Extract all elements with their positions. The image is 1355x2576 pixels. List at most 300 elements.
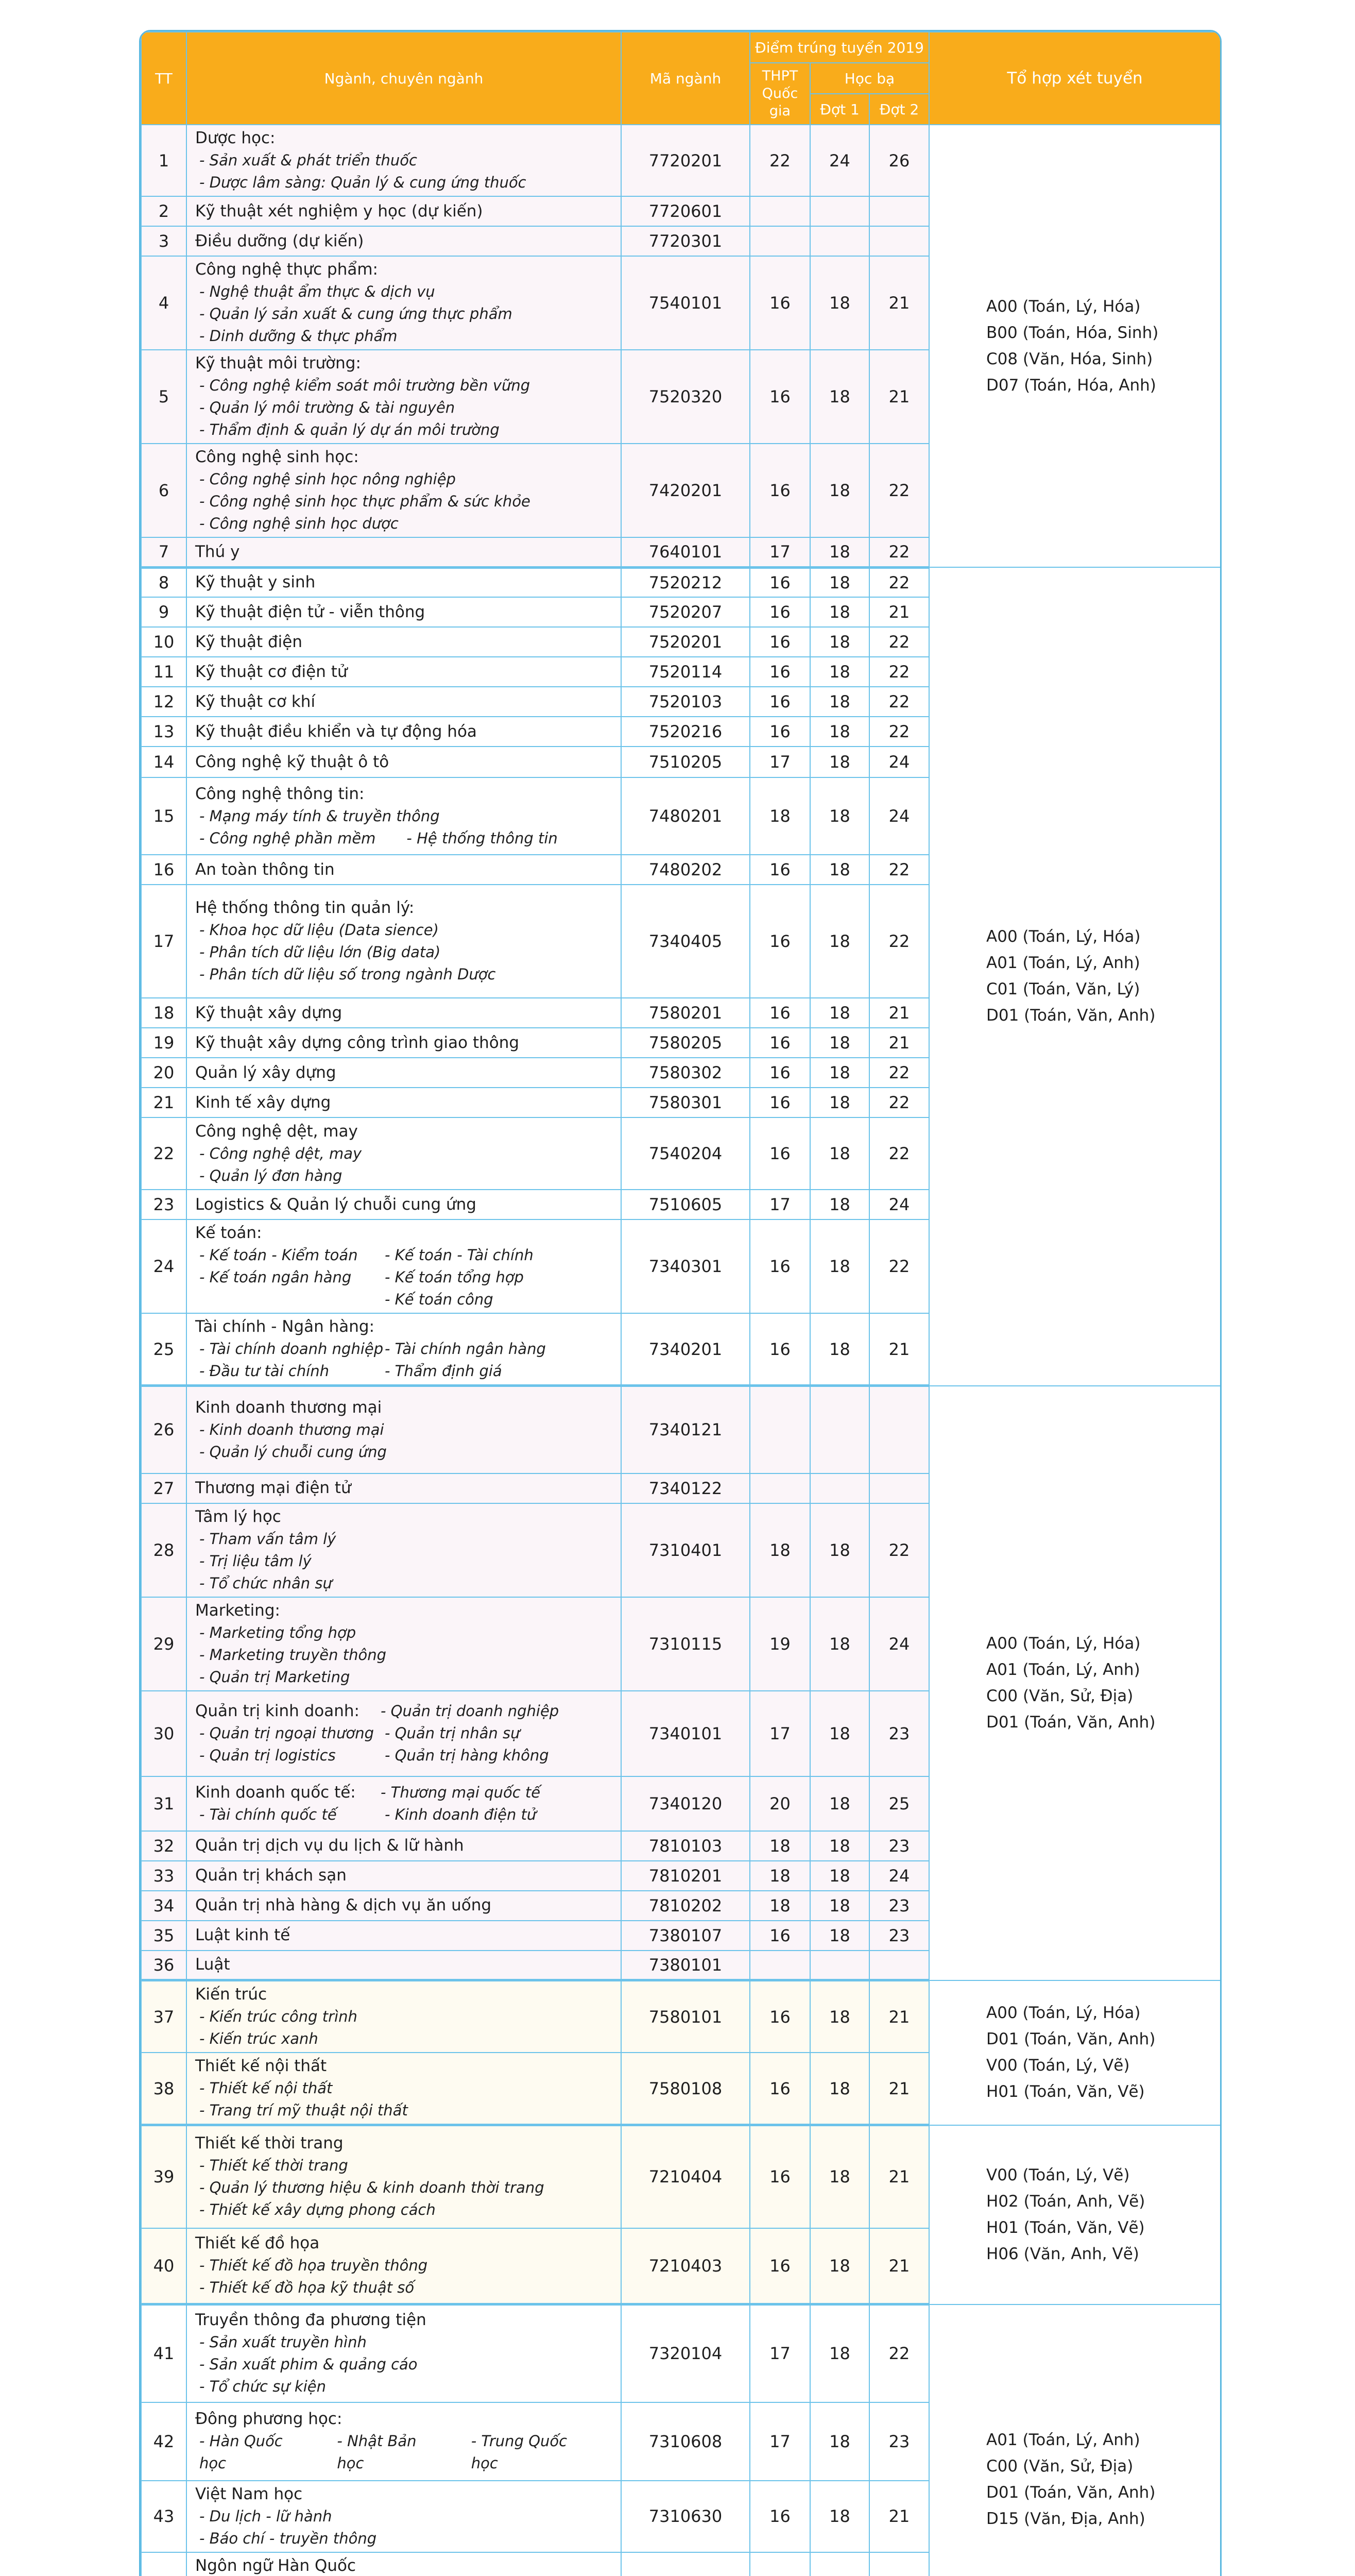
major-cell bbox=[186, 597, 621, 627]
specialization: - Kinh doanh điện tử bbox=[385, 1805, 537, 1823]
major-name: Logistics & Quản lý chuỗi cung ứng bbox=[195, 1195, 476, 1214]
score-thpt bbox=[750, 196, 810, 226]
major-cell bbox=[186, 1980, 621, 2053]
score-dot2: 24 bbox=[869, 777, 929, 855]
major-name: Quản trị nhà hàng & dịch vụ ăn uống bbox=[195, 1896, 492, 1914]
score-dot2 bbox=[869, 196, 929, 226]
header-major: Ngành, chuyên ngành bbox=[186, 32, 621, 125]
major-name-line bbox=[195, 1782, 621, 1804]
score-dot1: 18 bbox=[810, 256, 869, 350]
row-number: 10 bbox=[141, 627, 186, 657]
score-thpt: 16 bbox=[750, 885, 810, 998]
major-name: Đông phương học: bbox=[195, 2410, 342, 2428]
score-dot2: 22 bbox=[869, 2304, 929, 2402]
row-number: 2 bbox=[141, 196, 186, 226]
table-row bbox=[141, 2304, 1221, 2402]
row-number: 40 bbox=[141, 2228, 186, 2304]
score-thpt: 18 bbox=[750, 777, 810, 855]
score-thpt bbox=[750, 2552, 810, 2576]
score-dot1: 24 bbox=[810, 125, 869, 196]
major-code: 7720301 bbox=[621, 226, 750, 256]
specialization: - Quản lý môi trường & tài nguyên bbox=[199, 399, 455, 416]
major-code: 7520212 bbox=[621, 567, 750, 597]
score-dot2: 23 bbox=[869, 1921, 929, 1951]
row-number: 30 bbox=[141, 1691, 186, 1776]
specialization: - Kế toán tổng hợp bbox=[385, 1268, 524, 1286]
combo-item: D01 (Toán, Văn, Anh) bbox=[986, 2483, 1156, 2502]
score-thpt: 16 bbox=[750, 444, 810, 537]
row-number: 27 bbox=[141, 1473, 186, 1503]
score-dot1: 18 bbox=[810, 2304, 869, 2402]
score-dot1: 18 bbox=[810, 627, 869, 657]
specialization: - Marketing tổng hợp bbox=[199, 1623, 356, 1641]
score-dot1: 18 bbox=[810, 1190, 869, 1219]
score-dot1: 18 bbox=[810, 1861, 869, 1891]
major-cell bbox=[186, 998, 621, 1028]
score-dot1: 18 bbox=[810, 1117, 869, 1190]
major-name: Kỹ thuật xây dựng công trình giao thông bbox=[195, 1033, 520, 1052]
major-code: 7720601 bbox=[621, 196, 750, 226]
score-thpt: 16 bbox=[750, 256, 810, 350]
score-thpt: 18 bbox=[750, 1861, 810, 1891]
major-name: Thiết kế thời trang bbox=[195, 2134, 344, 2153]
specialization: - Kế toán công bbox=[385, 1291, 493, 1308]
score-dot2 bbox=[869, 1951, 929, 1980]
major-code: 7340101 bbox=[621, 1691, 750, 1776]
row-number bbox=[141, 2552, 186, 2576]
major-code: 7340121 bbox=[621, 1386, 750, 1473]
score-thpt bbox=[750, 226, 810, 256]
score-dot1: 18 bbox=[810, 537, 869, 567]
table-header bbox=[141, 32, 1221, 125]
major-name: Ngôn ngữ Hàn Quốc bbox=[195, 2556, 356, 2575]
major-code: 7540204 bbox=[621, 1117, 750, 1190]
major-code: 7310608 bbox=[621, 2402, 750, 2481]
major-name: Công nghệ thực phẩm: bbox=[195, 260, 379, 279]
specialization: - Công nghệ sinh học dược bbox=[199, 515, 399, 532]
major-code: 7580301 bbox=[621, 1088, 750, 1117]
combo-item: D01 (Toán, Văn, Anh) bbox=[986, 1006, 1156, 1025]
major-name: Kinh doanh thương mại bbox=[195, 1398, 382, 1417]
major-name: Marketing: bbox=[195, 1601, 280, 1620]
major-name: Kỹ thuật y sinh bbox=[195, 573, 316, 592]
specialization: - Mạng máy tính & truyền thông bbox=[199, 807, 440, 825]
score-thpt: 16 bbox=[750, 597, 810, 627]
row-number: 26 bbox=[141, 1386, 186, 1473]
score-thpt: 16 bbox=[750, 567, 810, 597]
score-dot1: 18 bbox=[810, 2228, 869, 2304]
major-cell bbox=[186, 1691, 621, 1776]
score-thpt: 16 bbox=[750, 717, 810, 747]
specialization-line bbox=[195, 827, 621, 850]
specialization: - Thiết kế xây dựng phong cách bbox=[199, 2201, 436, 2219]
major-name: Kinh tế xây dựng bbox=[195, 1093, 331, 1112]
combo-item: B00 (Toán, Hóa, Sinh) bbox=[986, 323, 1159, 342]
specialization: - Thiết kế thời trang bbox=[199, 2157, 348, 2175]
score-dot2: 22 bbox=[869, 1503, 929, 1597]
score-dot1: 18 bbox=[810, 350, 869, 444]
row-number: 9 bbox=[141, 597, 186, 627]
major-name: Thương mại điện tử bbox=[195, 1479, 351, 1497]
specialization: - Trang trí mỹ thuật nội thất bbox=[199, 2102, 408, 2119]
score-thpt: 16 bbox=[750, 1980, 810, 2053]
major-name: Tâm lý học bbox=[195, 1507, 281, 1526]
table-row bbox=[141, 125, 1221, 196]
major-cell bbox=[186, 1219, 621, 1313]
score-dot2: 22 bbox=[869, 1219, 929, 1313]
row-number: 39 bbox=[141, 2125, 186, 2228]
major-name: Thiết kế nội thất bbox=[195, 2057, 327, 2075]
score-dot2: 21 bbox=[869, 2053, 929, 2125]
combo-item: A00 (Toán, Lý, Hóa) bbox=[986, 297, 1141, 316]
major-code: 7310630 bbox=[621, 2481, 750, 2552]
major-cell bbox=[186, 1597, 621, 1691]
score-dot1: 18 bbox=[810, 747, 869, 777]
major-cell bbox=[186, 747, 621, 777]
major-name: Công nghệ thông tin: bbox=[195, 784, 365, 803]
score-thpt: 16 bbox=[750, 2228, 810, 2304]
major-name-line bbox=[195, 1700, 621, 1722]
major-name: Quản trị khách sạn bbox=[195, 1866, 347, 1885]
score-dot2: 21 bbox=[869, 2481, 929, 2552]
combo-item: D01 (Toán, Văn, Anh) bbox=[986, 1713, 1156, 1732]
major-cell bbox=[186, 1386, 621, 1473]
combo-item: A01 (Toán, Lý, Anh) bbox=[986, 2430, 1140, 2449]
score-dot2: 24 bbox=[869, 1190, 929, 1219]
score-dot2 bbox=[869, 2552, 929, 2576]
row-number: 29 bbox=[141, 1597, 186, 1691]
score-dot1: 18 bbox=[810, 567, 869, 597]
score-dot1: 18 bbox=[810, 1691, 869, 1776]
major-cell bbox=[186, 2053, 621, 2125]
combo-cell bbox=[929, 1980, 1221, 2125]
score-dot1: 18 bbox=[810, 855, 869, 885]
major-name: Kỹ thuật điều khiển và tự động hóa bbox=[195, 722, 477, 741]
score-dot2: 22 bbox=[869, 885, 929, 998]
major-code: 7520114 bbox=[621, 657, 750, 687]
major-code: 7640101 bbox=[621, 537, 750, 567]
score-dot1 bbox=[810, 1386, 869, 1473]
score-dot1: 18 bbox=[810, 777, 869, 855]
major-cell bbox=[186, 2304, 621, 2402]
row-number: 34 bbox=[141, 1891, 186, 1921]
score-dot2: 22 bbox=[869, 627, 929, 657]
major-cell bbox=[186, 1951, 621, 1980]
score-dot2: 21 bbox=[869, 998, 929, 1028]
major-cell bbox=[186, 1921, 621, 1951]
score-dot2: 21 bbox=[869, 1313, 929, 1386]
major-name: Tài chính - Ngân hàng: bbox=[195, 1317, 375, 1336]
specialization: - Thương mại quốc tế bbox=[381, 1783, 541, 1801]
score-dot2 bbox=[869, 1473, 929, 1503]
score-dot1: 18 bbox=[810, 885, 869, 998]
major-code: 7340120 bbox=[621, 1776, 750, 1831]
row-number: 38 bbox=[141, 2053, 186, 2125]
row-number: 15 bbox=[141, 777, 186, 855]
specialization: - Thiết kế đồ họa kỹ thuật số bbox=[199, 2279, 415, 2297]
specialization: - Công nghệ sinh học thực phẩm & sức khỏe bbox=[199, 493, 530, 510]
specialization-grid bbox=[195, 1722, 621, 1767]
specialization: - Kiến trúc công trình bbox=[199, 2008, 357, 2025]
major-cell bbox=[186, 1831, 621, 1861]
specialization: - Tổ chức sự kiện bbox=[199, 2378, 327, 2396]
major-cell bbox=[186, 1861, 621, 1891]
score-thpt: 18 bbox=[750, 1831, 810, 1861]
specialization: - Báo chí - truyền thông bbox=[199, 2529, 377, 2547]
score-dot1: 18 bbox=[810, 2402, 869, 2481]
major-name: Luật bbox=[195, 1955, 230, 1974]
score-dot1: 18 bbox=[810, 1028, 869, 1058]
row-number: 37 bbox=[141, 1980, 186, 2053]
major-code: 7320104 bbox=[621, 2304, 750, 2402]
specialization: - Kế toán ngân hàng bbox=[199, 1268, 352, 1286]
combo-item: A00 (Toán, Lý, Hóa) bbox=[986, 927, 1141, 946]
row-number: 11 bbox=[141, 657, 186, 687]
score-thpt: 19 bbox=[750, 1597, 810, 1691]
row-number: 31 bbox=[141, 1776, 186, 1831]
specialization: - Nhật Bản học bbox=[337, 2432, 417, 2472]
major-code: 7520103 bbox=[621, 687, 750, 717]
row-number: 16 bbox=[141, 855, 186, 885]
major-name: Kỹ thuật xét nghiệm y học (dự kiến) bbox=[195, 201, 483, 221]
specialization: - Marketing truyền thông bbox=[199, 1646, 387, 1664]
major-name: Thú y bbox=[195, 542, 240, 561]
header-combo: Tổ hợp xét tuyển bbox=[929, 32, 1221, 125]
major-cell bbox=[186, 1891, 621, 1921]
score-dot2: 25 bbox=[869, 1776, 929, 1831]
specialization: - Du lịch - lữ hành bbox=[199, 2507, 332, 2525]
major-code: 7540101 bbox=[621, 256, 750, 350]
header-code: Mã ngành bbox=[621, 32, 750, 125]
score-dot2: 23 bbox=[869, 1691, 929, 1776]
score-dot2: 21 bbox=[869, 1980, 929, 2053]
row-number: 13 bbox=[141, 717, 186, 747]
score-thpt: 16 bbox=[750, 687, 810, 717]
header-score-group: Điểm trúng tuyển 2019 bbox=[750, 32, 929, 63]
score-thpt bbox=[750, 1386, 810, 1473]
header-thpt: THPT Quốc gia bbox=[750, 63, 810, 125]
score-thpt: 18 bbox=[750, 1503, 810, 1597]
combo-item: V00 (Toán, Lý, Vẽ) bbox=[986, 2165, 1130, 2184]
major-name: Dược học: bbox=[195, 129, 276, 147]
major-code: 7510605 bbox=[621, 1190, 750, 1219]
specialization: - Quản lý đơn hàng bbox=[199, 1166, 342, 1184]
score-dot2: 23 bbox=[869, 1891, 929, 1921]
specialization: - Sản xuất truyền hình bbox=[199, 2333, 367, 2351]
combo-cell bbox=[929, 567, 1221, 1386]
row-number: 6 bbox=[141, 444, 186, 537]
major-code: 7810202 bbox=[621, 1891, 750, 1921]
major-name: Công nghệ kỹ thuật ô tô bbox=[195, 752, 389, 771]
major-cell bbox=[186, 537, 621, 567]
table-row bbox=[141, 1980, 1221, 2053]
specialization: - Thiết kế đồ họa truyền thông bbox=[199, 2257, 428, 2275]
major-name: Kỹ thuật xây dựng bbox=[195, 1003, 342, 1022]
combo-cell bbox=[929, 125, 1221, 567]
specialization: - Tài chính doanh nghiệp bbox=[199, 1340, 384, 1358]
score-dot1: 18 bbox=[810, 998, 869, 1028]
specialization: - Thẩm định giá bbox=[385, 1362, 502, 1380]
major-code: 7510205 bbox=[621, 747, 750, 777]
score-dot2: 22 bbox=[869, 687, 929, 717]
major-name: Kinh doanh quốc tế: bbox=[195, 1783, 356, 1802]
score-thpt: 16 bbox=[750, 1219, 810, 1313]
score-thpt: 16 bbox=[750, 2481, 810, 2552]
row-number: 22 bbox=[141, 1117, 186, 1190]
combo-item: D01 (Toán, Văn, Anh) bbox=[986, 2030, 1156, 2048]
major-name: Quản lý xây dựng bbox=[195, 1063, 336, 1082]
row-number: 12 bbox=[141, 687, 186, 717]
score-dot1: 18 bbox=[810, 1088, 869, 1117]
specialization: - Kiến trúc xanh bbox=[199, 2030, 318, 2047]
major-code: 7580302 bbox=[621, 1058, 750, 1088]
specialization: - Quản lý thương hiệu & kinh doanh thời trang bbox=[199, 2179, 544, 2197]
major-code: 7520201 bbox=[621, 627, 750, 657]
score-dot2: 23 bbox=[869, 2402, 929, 2481]
row-number: 25 bbox=[141, 1313, 186, 1386]
row-number: 4 bbox=[141, 256, 186, 350]
row-number: 5 bbox=[141, 350, 186, 444]
major-code: 7810103 bbox=[621, 1831, 750, 1861]
row-number: 23 bbox=[141, 1190, 186, 1219]
score-dot2 bbox=[869, 226, 929, 256]
admission-scores-table bbox=[139, 30, 1222, 2576]
specialization: - Quản lý sản xuất & cung ứng thực phẩm bbox=[199, 305, 512, 323]
specialization: - Phân tích dữ liệu lớn (Big data) bbox=[199, 943, 441, 961]
header-hocba: Học bạ bbox=[810, 63, 929, 94]
score-thpt: 16 bbox=[750, 1117, 810, 1190]
score-dot1: 18 bbox=[810, 657, 869, 687]
score-thpt: 20 bbox=[750, 1776, 810, 1831]
score-dot2: 24 bbox=[869, 1597, 929, 1691]
score-thpt: 17 bbox=[750, 2402, 810, 2481]
score-dot1: 18 bbox=[810, 1921, 869, 1951]
specialization-grid bbox=[195, 1338, 621, 1382]
major-code: 7580108 bbox=[621, 2053, 750, 2125]
specialization: - Quản trị ngoại thương bbox=[199, 1724, 374, 1742]
major-code: 7580201 bbox=[621, 998, 750, 1028]
specialization: - Công nghệ kiểm soát môi trường bền vững bbox=[199, 377, 530, 394]
major-name: Thiết kế đồ họa bbox=[195, 2234, 320, 2253]
score-thpt: 16 bbox=[750, 855, 810, 885]
row-number: 42 bbox=[141, 2402, 186, 2481]
combo-item: C00 (Văn, Sử, Địa) bbox=[986, 2456, 1134, 2476]
major-code: 7480202 bbox=[621, 855, 750, 885]
major-code: 7580101 bbox=[621, 1980, 750, 2053]
major-cell bbox=[186, 1028, 621, 1058]
combo-cell bbox=[929, 2125, 1221, 2304]
specialization: - Nghệ thuật ẩm thực & dịch vụ bbox=[199, 283, 435, 300]
score-dot2 bbox=[869, 1386, 929, 1473]
major-name: Quản trị dịch vụ du lịch & lữ hành bbox=[195, 1836, 464, 1855]
major-code: 7380107 bbox=[621, 1921, 750, 1951]
major-code: 7340122 bbox=[621, 1473, 750, 1503]
score-thpt: 16 bbox=[750, 627, 810, 657]
score-thpt: 17 bbox=[750, 1190, 810, 1219]
specialization: - Quản trị hàng không bbox=[385, 1747, 549, 1764]
major-cell bbox=[186, 1473, 621, 1503]
score-thpt: 16 bbox=[750, 2053, 810, 2125]
major-code: 7310115 bbox=[621, 1597, 750, 1691]
specialization: - Công nghệ sinh học nông nghiệp bbox=[199, 470, 456, 488]
specialization: - Tài chính quốc tế bbox=[199, 1805, 337, 1823]
specialization: - Công nghệ dệt, may bbox=[199, 1144, 362, 1162]
major-name: Luật kinh tế bbox=[195, 1926, 290, 1944]
score-dot1: 18 bbox=[810, 2125, 869, 2228]
score-dot1: 18 bbox=[810, 1503, 869, 1597]
scores-table bbox=[141, 31, 1221, 2576]
score-dot2: 24 bbox=[869, 747, 929, 777]
score-thpt: 17 bbox=[750, 1691, 810, 1776]
specialization: - Kinh doanh thương mại bbox=[199, 1420, 384, 1438]
row-number: 20 bbox=[141, 1058, 186, 1088]
row-number: 14 bbox=[141, 747, 186, 777]
specialization: - Tài chính ngân hàng bbox=[385, 1340, 546, 1358]
row-number: 33 bbox=[141, 1861, 186, 1891]
specialization: - Phân tích dữ liệu số trong ngành Dược bbox=[199, 965, 496, 983]
major-code: 7520320 bbox=[621, 350, 750, 444]
specialization: - Thẩm định & quản lý dự án môi trường bbox=[199, 421, 500, 438]
major-name: Hệ thống thông tin quản lý: bbox=[195, 899, 415, 917]
score-dot2: 22 bbox=[869, 567, 929, 597]
score-dot2: 23 bbox=[869, 1831, 929, 1861]
score-dot2: 21 bbox=[869, 1028, 929, 1058]
major-code: 7480201 bbox=[621, 777, 750, 855]
major-cell bbox=[186, 777, 621, 855]
major-cell bbox=[186, 1776, 621, 1831]
row-number: 18 bbox=[141, 998, 186, 1028]
combo-item: D07 (Toán, Hóa, Anh) bbox=[986, 376, 1156, 395]
specialization: - Quản trị Marketing bbox=[199, 1668, 350, 1686]
score-dot1: 18 bbox=[810, 1597, 869, 1691]
score-thpt bbox=[750, 1473, 810, 1503]
score-thpt: 16 bbox=[750, 657, 810, 687]
score-dot1: 18 bbox=[810, 1891, 869, 1921]
row-number: 36 bbox=[141, 1951, 186, 1980]
score-dot2: 22 bbox=[869, 1117, 929, 1190]
major-name: Kiến trúc bbox=[195, 1985, 267, 2004]
specialization: - Quản trị logistics bbox=[199, 1747, 336, 1764]
row-number: 43 bbox=[141, 2481, 186, 2552]
score-dot1 bbox=[810, 196, 869, 226]
score-dot2: 21 bbox=[869, 256, 929, 350]
score-dot1: 18 bbox=[810, 1219, 869, 1313]
major-name: Kỹ thuật điện tử - viễn thông bbox=[195, 602, 425, 621]
table-row bbox=[141, 2125, 1221, 2228]
major-cell bbox=[186, 2552, 621, 2576]
score-dot2: 26 bbox=[869, 125, 929, 196]
combo-item: V00 (Toán, Lý, Vẽ) bbox=[986, 2056, 1130, 2075]
score-dot1 bbox=[810, 1473, 869, 1503]
major-cell bbox=[186, 1313, 621, 1386]
specialization-grid bbox=[195, 1804, 621, 1826]
specialization: - Hàn Quốc học bbox=[199, 2432, 283, 2472]
specialization: - Tham vấn tâm lý bbox=[199, 1530, 336, 1548]
major-code: 7380101 bbox=[621, 1951, 750, 1980]
major-code: 7340201 bbox=[621, 1313, 750, 1386]
specialization: - Sản xuất phim & quảng cáo bbox=[199, 2355, 418, 2374]
major-code: 7720201 bbox=[621, 125, 750, 196]
score-dot1 bbox=[810, 226, 869, 256]
score-dot2: 21 bbox=[869, 597, 929, 627]
specialization: - Quản trị doanh nghiệp bbox=[381, 1702, 559, 1720]
specialization: - Quản lý chuỗi cung ứng bbox=[199, 1443, 387, 1461]
table-row bbox=[141, 567, 1221, 597]
score-dot2: 24 bbox=[869, 1861, 929, 1891]
major-cell bbox=[186, 2125, 621, 2228]
major-cell bbox=[186, 687, 621, 717]
major-cell bbox=[186, 627, 621, 657]
